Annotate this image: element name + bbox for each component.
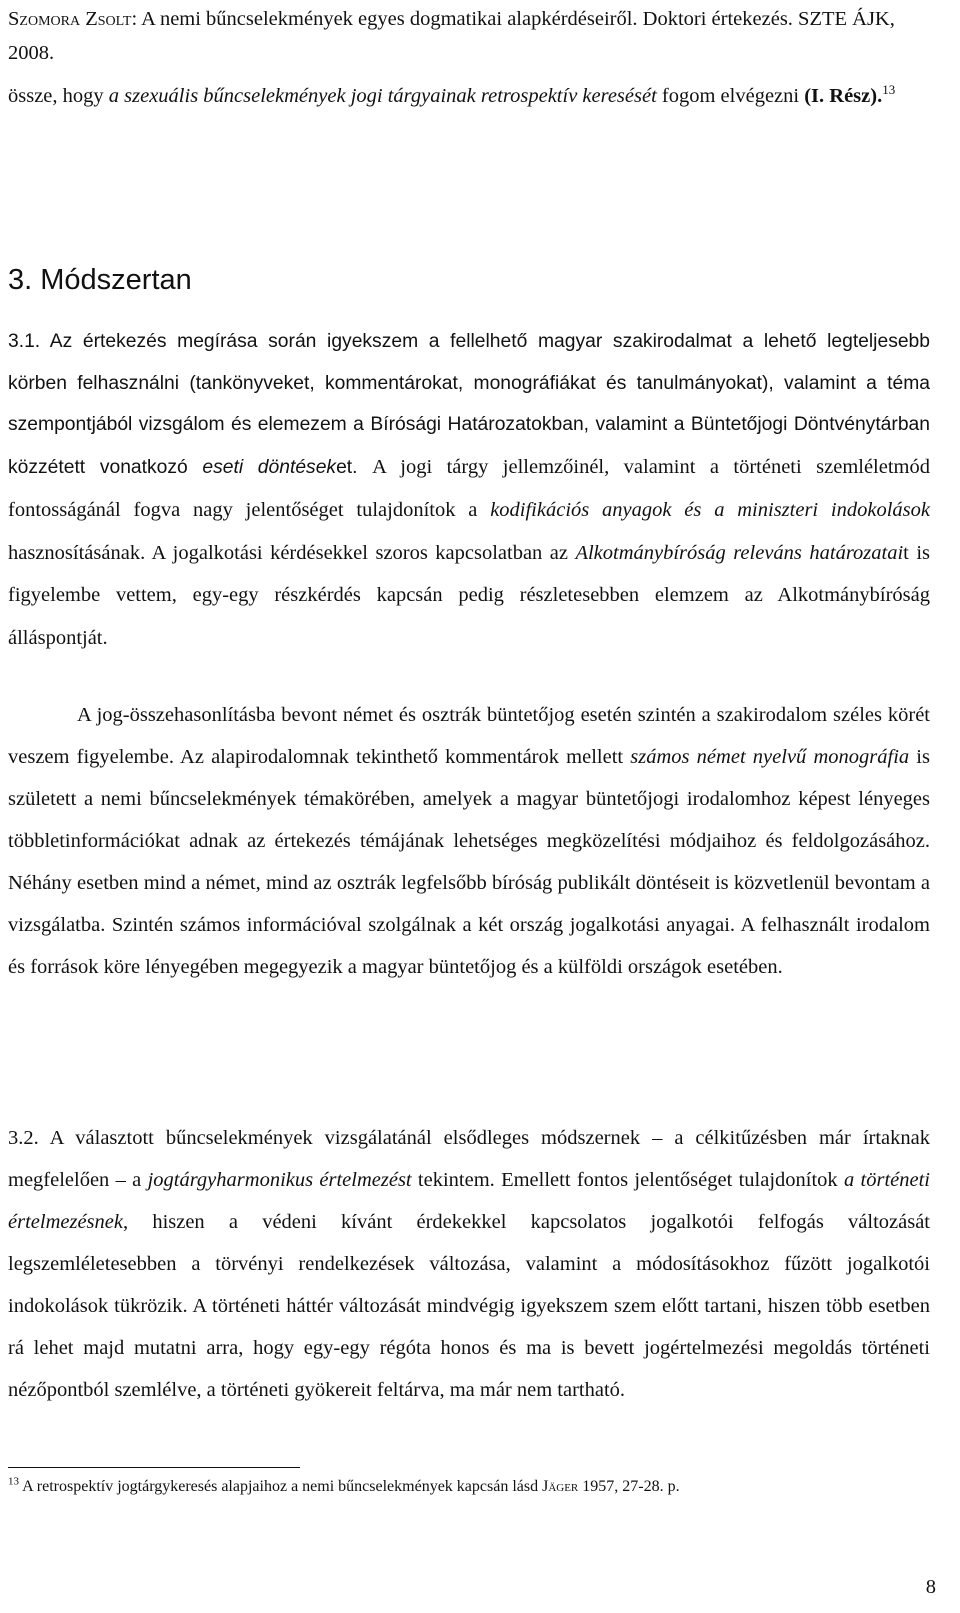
header-author-given: Zsolt <box>85 8 132 30</box>
section-heading: 3. Módszertan <box>8 264 192 296</box>
page-number: 8 <box>925 1576 936 1598</box>
footnote-number: 13 <box>8 1475 19 1488</box>
running-header <box>8 2 938 70</box>
paragraph-3-1: 3.1. Az értekezés megírása során igyekszem a fellelhető magyar szakirodalmat a lehető legteljesebb körben felhasználni (tankönyveket, kommentárokat, monográfiákat és tanulmányokat), valamint a téma szempontjából vizsgálom és elemezem a Bírósági Határozatokban, valamint a Büntetőjogi Döntvénytárban közzétett vonatkozó eseti döntéseket. A jogi tárgy jellemzőinél, valamint a történeti szemléletmód fontosságánál fogva nagy jelentőséget tulajdonítok a kodifikációs anyagok és a miniszteri indokolások hasznosításának. A jogalkotási kérdésekkel szoros kapcsolatban az Alkotmánybíróság releváns határozatait is figyelembe vettem, egy-egy részkérdés kapcsán pedig részletesebben elemzem az Alkotmánybíróság álláspontját. <box>8 331 930 649</box>
paragraph-historical: A jogi tárgy jellemzőinél, valamint a történeti szemléletmód fontosságánál fogva nagy jelentőséget tulajdonítok a kodifikációs anyagok és a miniszteri indokolások hasznosításának. A jogalkotási kérdésekkel szoros kapcsolatban az Alkotmánybíróság releváns határozatait is figyelembe vettem, egy-egy részkérdés kapcsán pedig részletesebben elemzem az Alkotmánybíróság álláspontját. <box>8 456 930 649</box>
header-author-surname: Szomora <box>8 8 81 30</box>
intro-paragraph: össze, hogy a szexuális bűncselekmények jogi tárgyainak retrospektív keresését fogom elvégezni (I. Rész).$^{13}$ <box>8 82 896 107</box>
footnote-author: Jäger <box>542 1478 579 1495</box>
footnote-13: $^{13}$ A retrospektív jogtárgykeresés alapjaihoz a nemi bűncselekmények kapcsán lásd Jäger 1957, 27-28. p. <box>8 1475 680 1495</box>
footnote-divider <box>8 1467 300 1468</box>
paragraph-comparative-law: A jog-összehasonlításba bevont német és osztrák büntetőjog esetén szintén a szakirodalom széles körét veszem figyelembe. Az alapirodalomnak tekinthető kommentárok mellett számos német nyelvű monográfia is született a nemi bűncselekmények témakörében, amelyek a magyar büntetőjogi irodalomhoz képest lényeges többletinformációkat adnak az értekezés témájának lehetséges megközelítési módjaihoz és feldolgozásához. Néhány esetben mind a német, mind az osztrák legfelsőbb bíróság publikált döntéseit is közvetlenül bevontam a vizsgálatba. Szintén számos információval szolgálnak a két ország jogalkotási anyagai. A felhasznált irodalom és források köre lényegében megegyezik a magyar büntetőjog és a külföldi országok esetében. <box>8 704 930 978</box>
footnote-reference[interactable]: 13 <box>882 82 896 98</box>
paragraph-3-2: 3.2. A választott bűncselekmények vizsgálatánál elsődleges módszernek – a célkitűzésben már írtaknak megfelelően – a jogtárgyharmonikus értelmezést tekintem. Emellett fontos jelentőséget tulajdonítok a történeti értelmezésnek, hiszen a védeni kívánt érdekekkel kapcsolatos jogalkotói felfogás változását legszemléletesebben a törvényi rendelkezések változása, valamint a módosításokhoz fűzött jogalkotói indokolások tükrözik. A történeti háttér változását mindvégig igyekszem szem előtt tartani, hiszen több esetben rá lehet majd mutatni arra, hogy egy-egy régóta honos és ma is bevett jogértelmezési megoldás történeti nézőpontból szemlélve, a történeti gyökereit feltárva, ma már nem tartható. <box>8 1127 930 1401</box>
header-title: : A nemi bűncselekmények egyes dogmatikai alapkérdéseiről. Doktori értekezés. SZTE ÁJK, 2008. <box>8 8 895 64</box>
